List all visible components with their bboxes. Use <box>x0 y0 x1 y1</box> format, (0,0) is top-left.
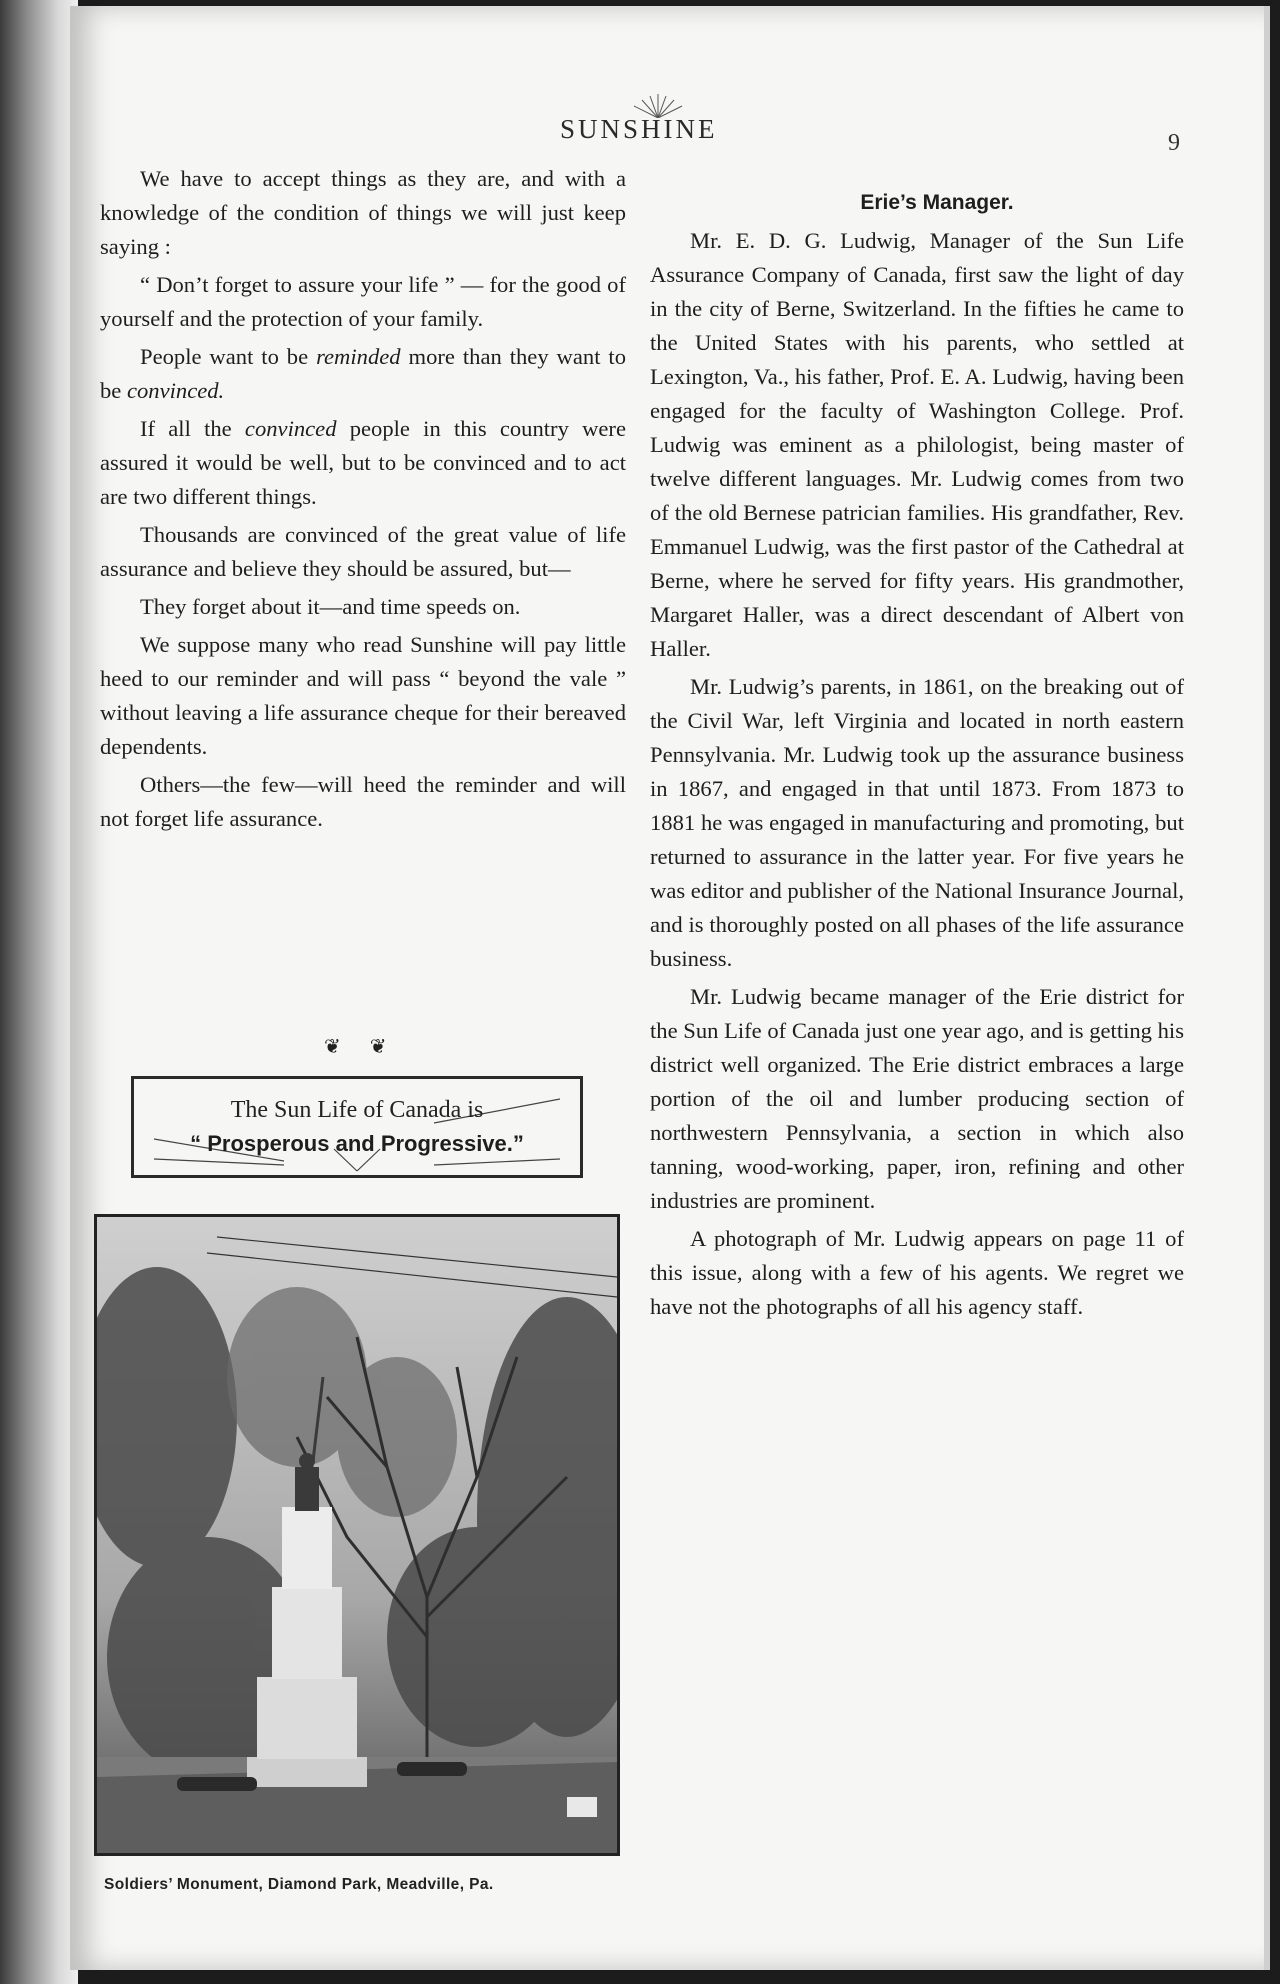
paragraph: Mr. Ludwig’s parents, in 1861, on the breaking out of the Civil War, left Virginia and located in north eastern Pennsylvania. Mr. Ludwig took up the assurance business in 1867, and engaged in that until 1873. From 1873 to 1881 he was engaged in manufacturing and promoting, but returned to assurance in the latter year. For five years he was editor and publisher of the National Insurance Journal, and is thoroughly posted on all phases of the life assurance business. <box>650 674 1184 971</box>
text-run: If all the <box>140 416 245 441</box>
text-run: more than they want to be <box>100 344 626 403</box>
photo-caption: Soldiers’ Monument, Diamond Park, Meadville, Pa. <box>104 1876 494 1893</box>
section-heading: Erie’s Manager. <box>860 191 1014 214</box>
paragraph: Others—the few—will heed the reminder and will not forget life assurance. <box>100 772 626 831</box>
paragraph: We have to accept things as they are, and with a knowledge of the condition of things we will just keep saying : <box>100 166 626 259</box>
ornament-divider: ❦ ❦ <box>324 1036 399 1058</box>
running-head: SUNSHINE <box>560 114 718 144</box>
right-column <box>650 186 1184 1328</box>
monument-photo <box>94 1214 620 1856</box>
paragraph: They forget about it—and time speeds on. <box>140 594 521 619</box>
paragraph: “ Don’t forget to assure your life ” — for the good of yourself and the protection of your family. <box>100 272 626 331</box>
promo-box <box>131 1076 583 1178</box>
left-column <box>100 162 626 840</box>
paragraph <box>100 340 626 408</box>
paragraph: We suppose many who read Sunshine will pay little heed to our reminder and will pass “ beyond the vale ” without leaving a life assurance cheque for their bereaved dependents. <box>100 632 626 759</box>
emphasis: reminded <box>316 344 401 369</box>
emphasis: convinced <box>244 416 337 441</box>
page-number: 9 <box>1168 130 1180 156</box>
paragraph: Mr. Ludwig became manager of the Erie district for the Sun Life of Canada just one year ago, and is getting his district well organized. The Erie district embraces a large portion of the oil and lumber producing section of northwestern Pennsylvania, a section in which also tanning, wood-working, paper, iron, refining and other industries are prominent. <box>650 984 1184 1213</box>
promo-slogan: “ Prosperous and Progressive.” <box>190 1131 524 1156</box>
paragraph: Mr. E. D. G. Ludwig, Manager of the Sun Life Assurance Company of Canada, first saw the light of day in the city of Berne, Switzerland. In the fifties he came to the United States with his parents, who settled at Lexington, Va., his father, Prof. E. A. Ludwig, having been engaged for the faculty of Washington College. Prof. Ludwig was eminent as a philologist, being master of twelve different languages. Mr. Ludwig comes from two of the old Bernese patrician families. His grandfather, Rev. Emmanuel Ludwig, was the first pastor of the Cathedral at Berne, where he served for fifty years. His grandmother, Margaret Haller, was a direct descendant of Albert von Haller. <box>650 228 1184 661</box>
paragraph: A photograph of Mr. Ludwig appears on page 11 of this issue, along with a few of his agents. We regret we have not the photographs of all his agency staff. <box>650 1226 1184 1319</box>
promo-line: The Sun Life of Canada is <box>230 1097 484 1123</box>
sun-rays-icon <box>134 1079 580 1175</box>
text-run: people in this country were assured it would be well, but to be convinced and to act are two different things. <box>100 416 626 509</box>
book-binding-shadow <box>0 0 78 1984</box>
page-edge <box>1264 6 1270 1970</box>
paragraph: Thousands are convinced of the great value of life assurance and believe they should be assured, but— <box>100 522 626 581</box>
paragraph <box>100 412 626 514</box>
emphasis: convinced. <box>126 378 225 403</box>
text-run: People want to be <box>140 344 317 369</box>
